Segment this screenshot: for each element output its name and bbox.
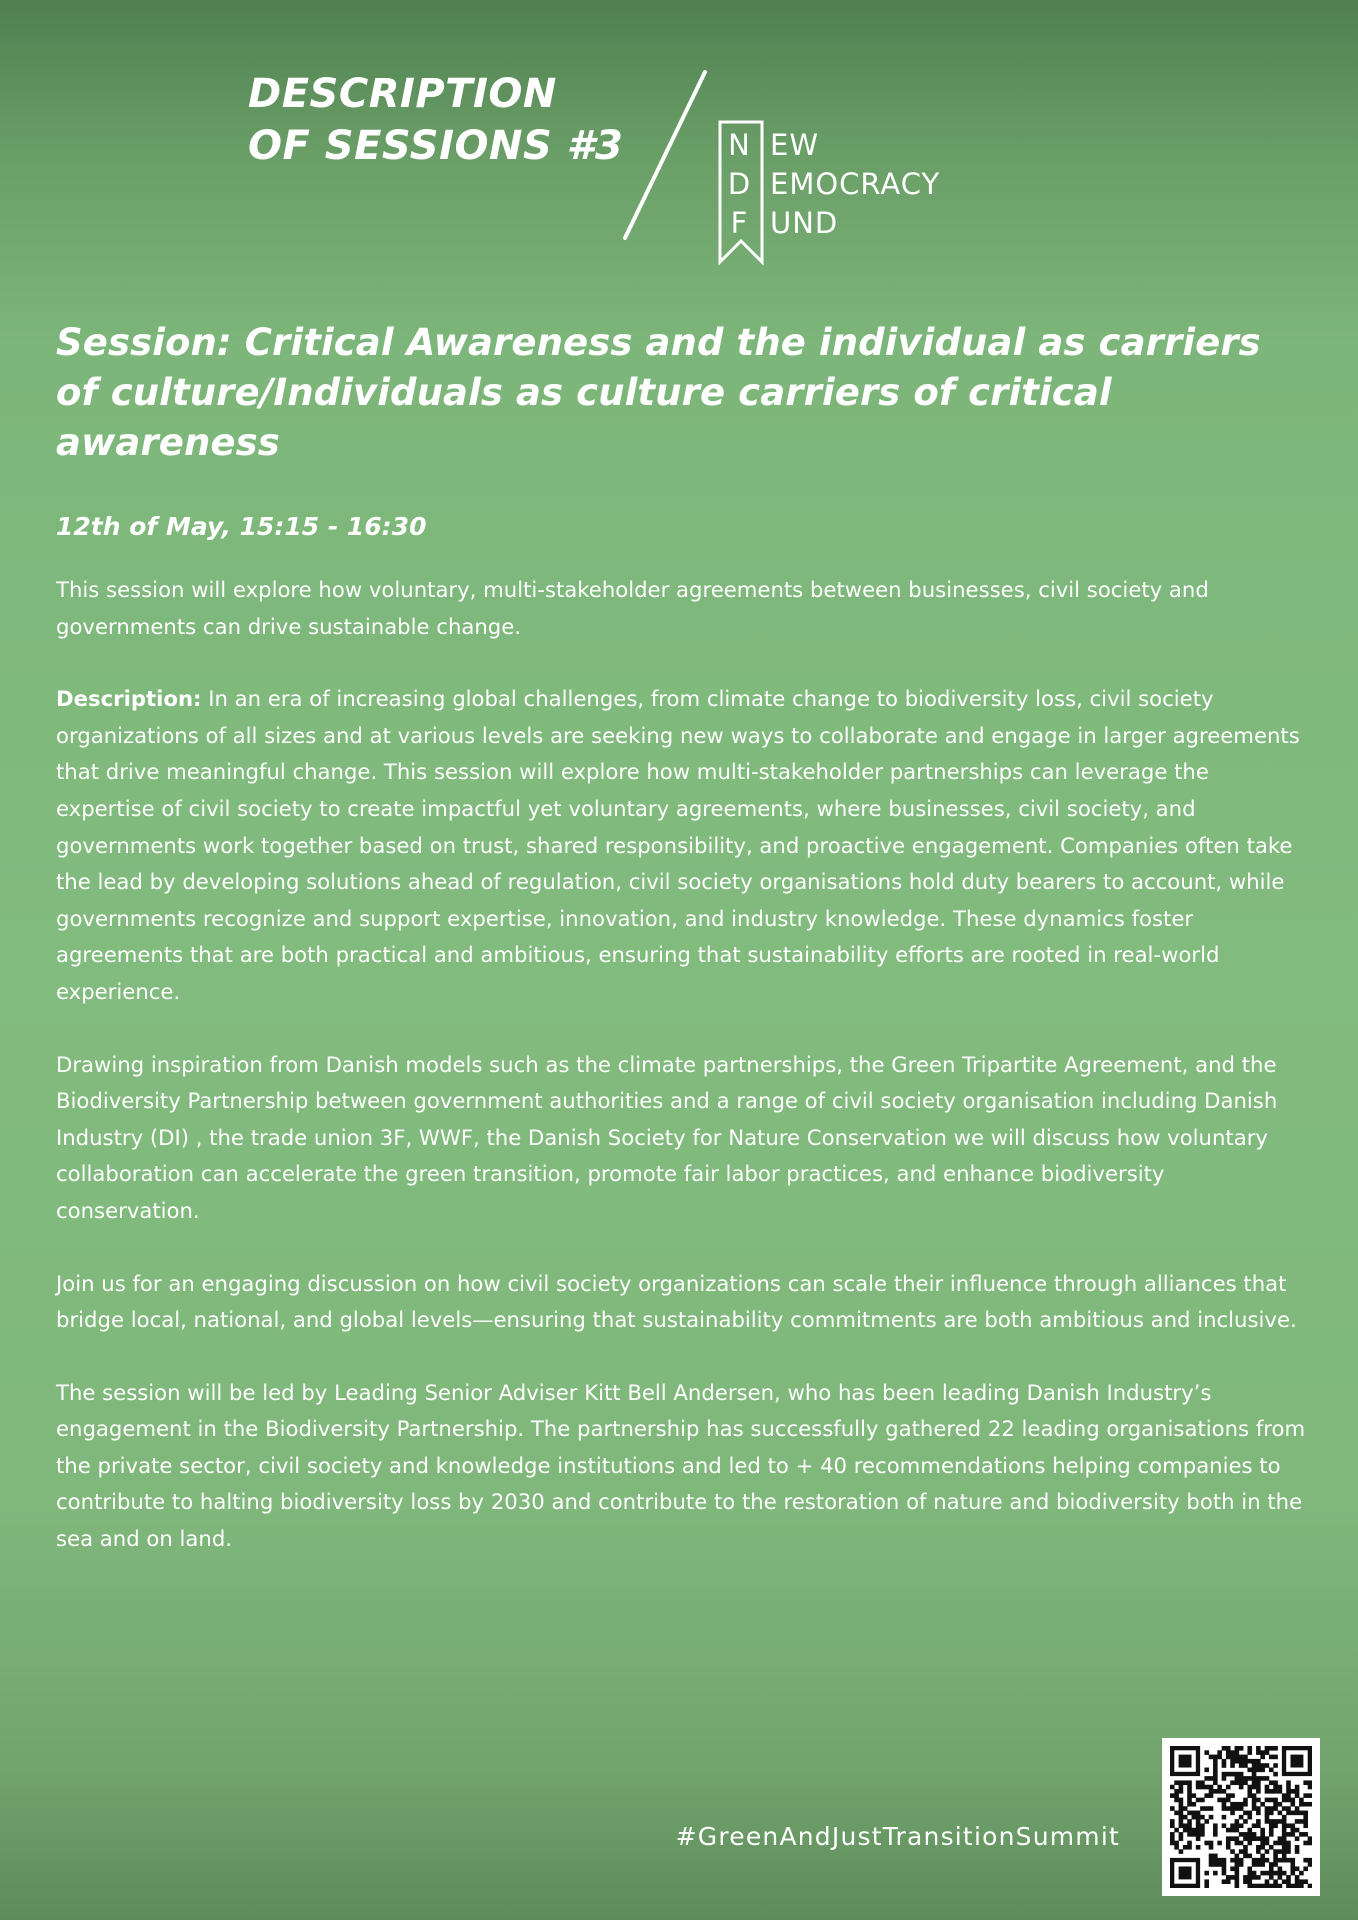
qr-code[interactable]	[1162, 1738, 1320, 1896]
description-label: Description:	[56, 686, 202, 712]
logo-word-ew: EW	[770, 128, 819, 162]
logo-letter-f: F	[730, 206, 748, 240]
session-lead-paragraph: The session will be led by Leading Senior Adviser Kitt Bell Andersen, who has been leading Danish Industry’s engagement in the Biodiversity Partnership. The partnership has successfully gathered 22 leading organisations from the private sector, civil society and knowledge institutions and led to + 40 recommendations helping companies to contribute to halting biodiversity loss by 2030 and contribute to the restoration of nature and biodiversity both in the sea and on land.	[56, 1379, 1306, 1552]
logo-word-und: UND	[770, 206, 839, 240]
heading-line-1: DESCRIPTION	[248, 71, 557, 117]
join-paragraph: Join us for an engaging discussion on how civil society organizations can scale their influence through alliances that bridge local, national, and global levels—ensuring that sustainability commitments are both ambitious and inclusive.	[56, 1270, 1297, 1333]
heading-line-2: OF SESSIONS #3	[248, 123, 624, 169]
intro-paragraph: This session will explore how voluntary, multi-stakeholder agreements between businesses, civil society and governments can drive sustainable change.	[56, 577, 1209, 639]
session-date: 12th of May, 15:15 - 16:30	[56, 512, 427, 541]
qr-code-icon	[1170, 1746, 1312, 1888]
logo-word-emocracy: EMOCRACY	[770, 167, 941, 201]
logo-letter-d: D	[727, 167, 751, 201]
ndf-logo	[620, 70, 980, 270]
summit-hashtag: #GreenAndJustTransitionSummit	[675, 1822, 1120, 1851]
logo-letter-n: N	[728, 128, 750, 162]
document-heading	[248, 68, 668, 172]
description-text: In an era of increasing global challenges, from climate change to biodiversity loss, civil society organizations of all sizes and at various levels are seeking new ways to collaborate and engage in larger agreements that drive meaningful change. This session will explore how multi-stakeholder partnerships can leverage the expertise of civil society to create impactful yet voluntary agreements, where businesses, civil society, and governments work together based on trust, shared responsibility, and proactive engagement. Companies often take the lead by developing solutions ahead of regulation, civil society organisations hold duty bearers to account, while governments recognize and support expertise, innovation, and industry knowledge. These dynamics foster agreements that are both practical and ambitious, ensuring that sustainability efforts are rooted in real-world experience.	[56, 686, 1300, 1004]
session-title: Session: Critical Awareness and the individual as carriers of culture/Individuals as culture carriers of critical awareness	[56, 321, 1261, 464]
session-content	[56, 318, 1306, 1558]
description-paragraph	[56, 681, 1306, 1010]
danish-models-paragraph: Drawing inspiration from Danish models such as the climate partnerships, the Green Tripartite Agreement, and the Biodiversity Partnership between government authorities and a range of civil society organisation including Danish Industry (DI) , the trade union 3F, WWF, the Danish Society for Nature Conservation we will discuss how voluntary collaboration can accelerate the green transition, promote fair labor practices, and enhance biodiversity conservation.	[56, 1051, 1278, 1223]
